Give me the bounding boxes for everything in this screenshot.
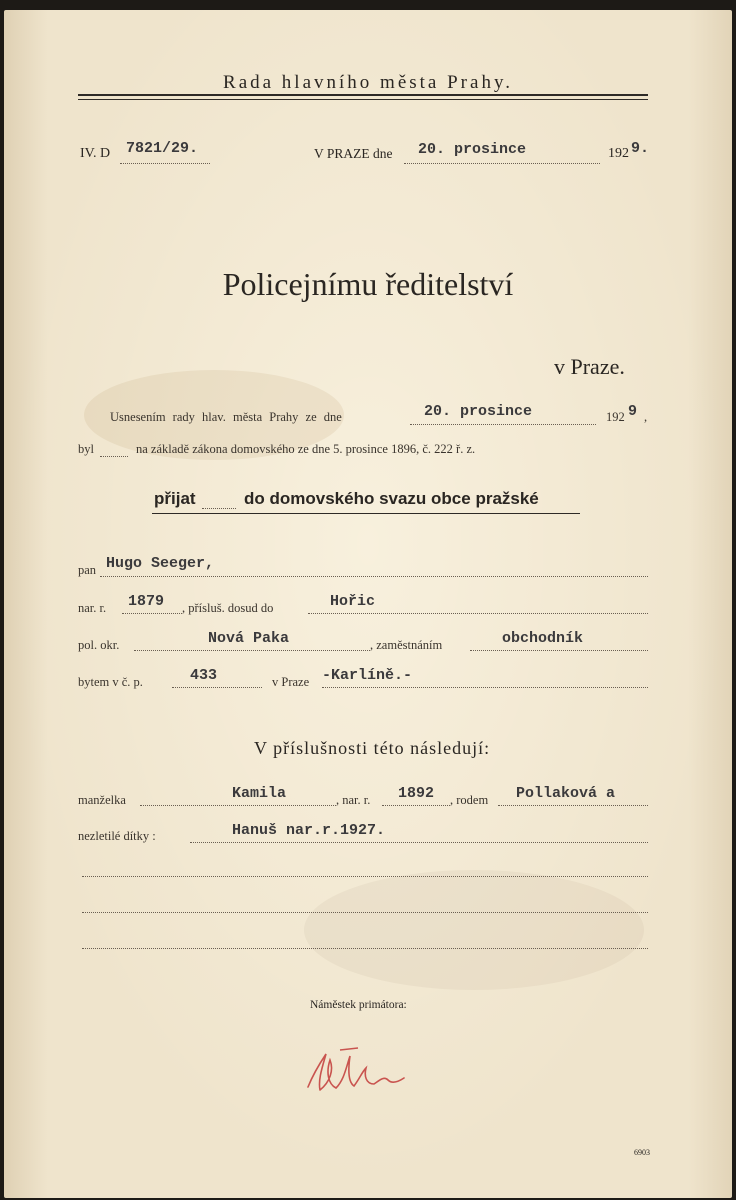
dotted-line	[498, 805, 648, 806]
dotted-line	[382, 805, 450, 806]
dotted-line	[100, 456, 128, 457]
wife-name: Kamila	[232, 785, 287, 802]
origin-place: Hořic	[330, 593, 376, 610]
wife-birth-year: 1892	[398, 785, 435, 802]
resolution-text: Usnesením rady hlav. města Prahy ze dne	[110, 410, 342, 424]
dotted-line	[322, 687, 648, 688]
dotted-line	[120, 163, 210, 164]
form-number: 6903	[634, 1148, 650, 1157]
ref-year-prefix: 192	[608, 146, 629, 161]
following-heading: V příslušnosti této následují:	[254, 738, 491, 758]
job-value: obchodník	[502, 630, 584, 647]
children-label: nezletilé dítky :	[78, 829, 156, 843]
document-sheet	[4, 10, 732, 1198]
district-value: Nová Paka	[208, 630, 290, 647]
maiden-name: Pollaková a	[516, 785, 616, 802]
origin-label: , přísluš. dosud do	[182, 601, 274, 615]
dotted-line	[134, 650, 370, 651]
district-label: pol. okr.	[78, 638, 120, 652]
ref-prefix: IV. D	[80, 146, 111, 161]
header-rule	[78, 94, 648, 96]
ref-date: 20. prosince	[418, 141, 527, 158]
empty-dotted-line	[82, 876, 648, 877]
ref-year-digit: 9.	[631, 140, 650, 157]
accepted-label: přijat	[154, 489, 196, 508]
decision-text: do domovského svazu obce pražské	[244, 489, 539, 508]
document-title: Policejnímu ředitelství	[222, 266, 514, 302]
residence-label: bytem v č. p.	[78, 675, 143, 689]
ref-place: V PRAZE dne	[314, 146, 393, 161]
decision-underline	[152, 513, 580, 514]
dotted-line	[122, 613, 182, 614]
wife-label: manželka	[78, 793, 126, 807]
dotted-line	[404, 163, 600, 164]
location: v Praze.	[554, 354, 625, 379]
children-value: Hanuš nar.r.1927.	[232, 822, 386, 839]
dotted-line	[100, 576, 648, 577]
header-rule-thin	[78, 99, 648, 100]
empty-dotted-line	[82, 912, 648, 913]
house-number: 433	[190, 667, 218, 684]
resolution-year-suffix: ,	[644, 410, 648, 424]
maiden-label: , rodem	[450, 793, 489, 807]
dotted-line	[410, 424, 596, 425]
resolution-law-text: na základě zákona domovského ze dne 5. prosince 1896, č. 222 ř. z.	[136, 442, 476, 456]
dotted-line	[470, 650, 648, 651]
empty-dotted-line	[82, 948, 648, 949]
job-label: , zaměstnáním	[370, 638, 443, 652]
birth-label: nar. r.	[78, 601, 107, 615]
dotted-line	[308, 613, 648, 614]
city-part: -Karlíně.-	[322, 667, 413, 684]
byl-label: byl	[78, 442, 94, 456]
person-name: Hugo Seeger,	[106, 555, 215, 572]
dotted-line	[202, 508, 236, 509]
city-label: v Praze	[272, 675, 310, 689]
birth-year: 1879	[128, 593, 165, 610]
signature-drawing	[300, 1032, 410, 1102]
resolution-year-digit: 9	[628, 403, 638, 420]
dotted-line	[172, 687, 262, 688]
wife-birth-label: , nar. r.	[336, 793, 371, 807]
dotted-line	[140, 805, 336, 806]
ref-number: 7821/29.	[126, 140, 199, 157]
council-header: Rada hlavního města Prahy.	[223, 72, 513, 93]
pan-label: pan	[78, 563, 97, 577]
dotted-line	[190, 842, 648, 843]
signature-label: Náměstek primátora:	[310, 999, 407, 1011]
resolution-year-prefix: 192	[606, 410, 625, 424]
resolution-date: 20. prosince	[424, 403, 533, 420]
paper-stain	[304, 870, 644, 990]
